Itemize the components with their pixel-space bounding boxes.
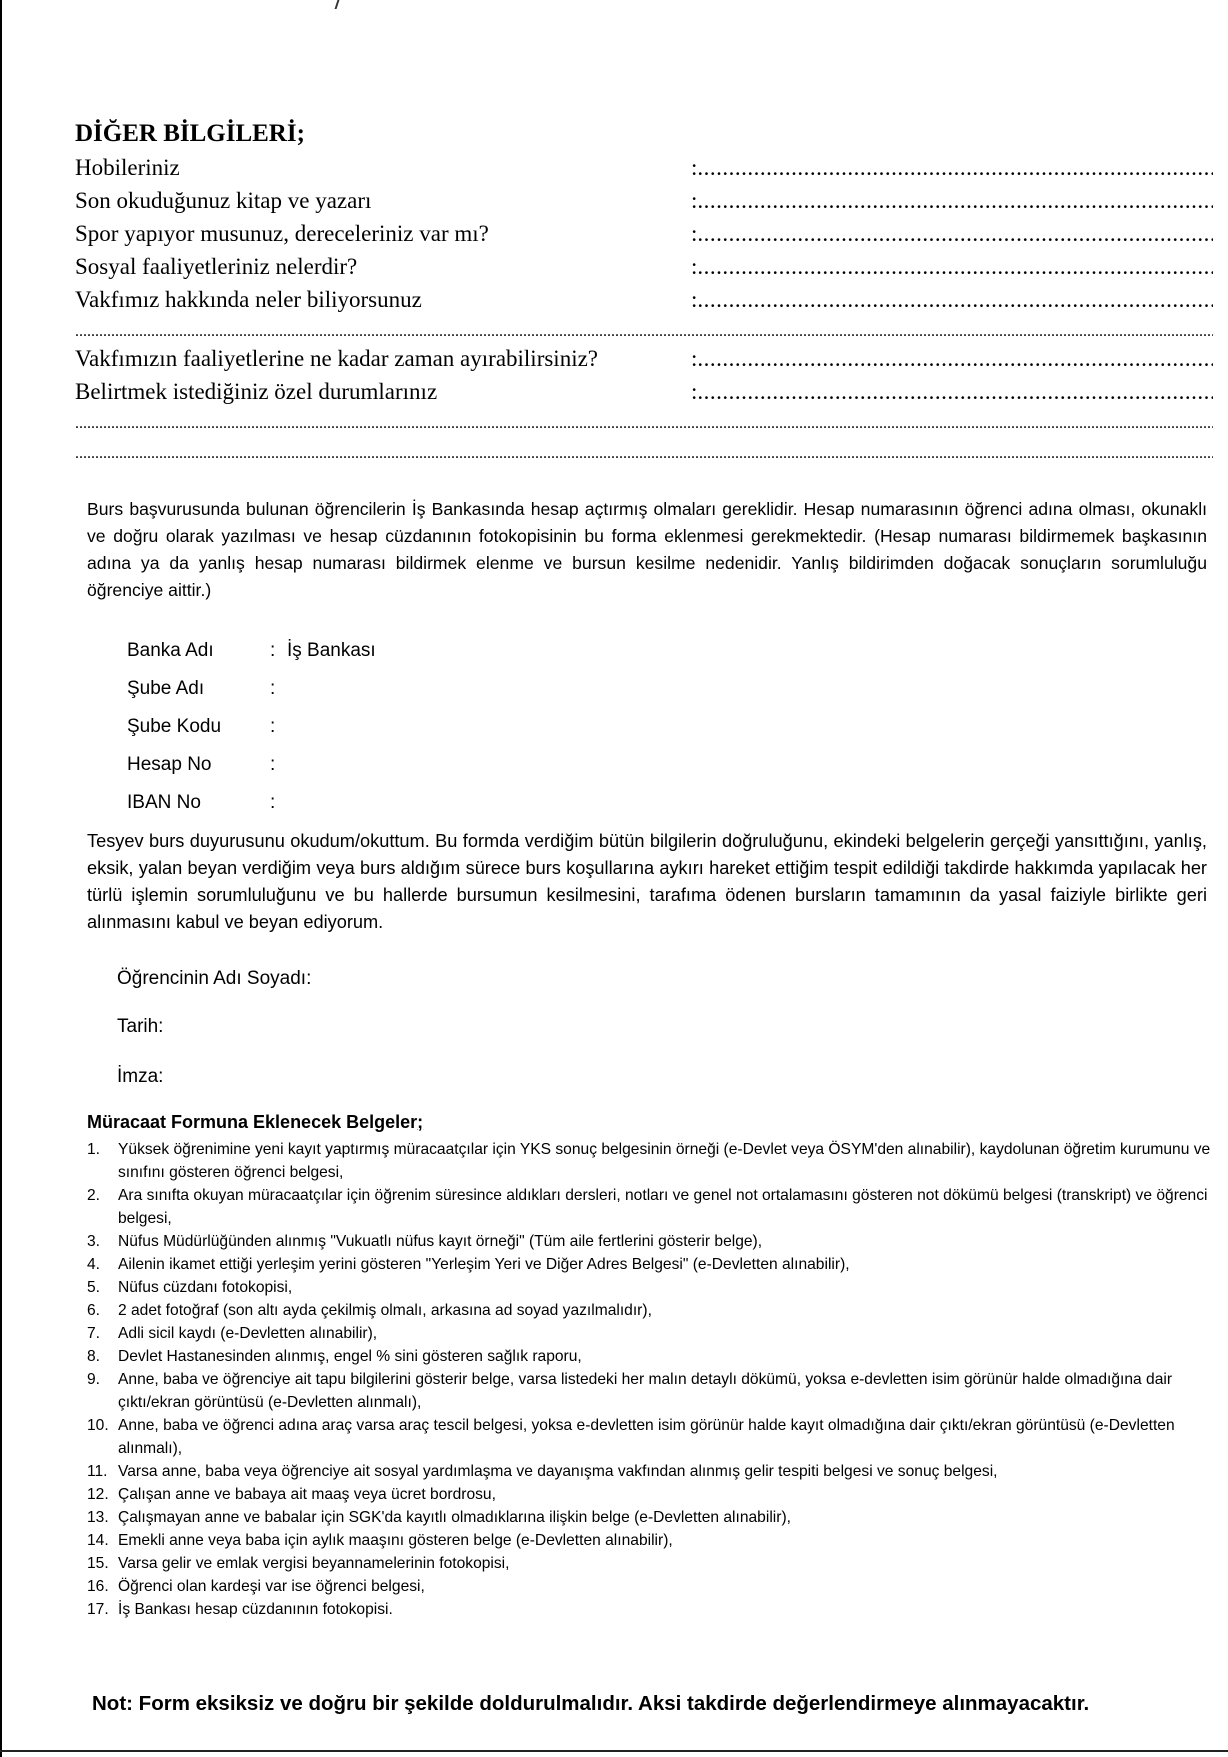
question-row-hobbies (75, 155, 1213, 185)
answer-line[interactable]: : ..... (691, 155, 1213, 181)
answer-line[interactable]: : ..... (691, 254, 1213, 280)
bottom-border (0, 1750, 1228, 1752)
list-item: 8. Devlet Hastanesinden alınmış, engel % sini gösteren sağlık raporu, (87, 1348, 582, 1365)
list-item: 7. Adli sicil kaydı (e-Devletten alınabilir), (87, 1325, 378, 1342)
question-row-foundation (75, 287, 1213, 317)
documents-title (87, 1112, 423, 1133)
declaration-text: Tesyev burs duyurusunu okudum/okuttum. Bu formda verdiğim bütün bilgilerin doğruluğunu, ekindeki belgelerin gerçeği yansıttığını, yanlış, eksik, yalan beyan verdiğim veya burs aldığım sürece burs koşullarına aykırı hareket ettiğim tespit edildiği takdirde hakkımda yapılacak her türlü işlemin sorumluluğunu ve bu hallerde bursumun kesilmesini, tarafıma ödenen bursların tamamının da yasal faiziyle birlikte geri alınmasını kabul ve beyan ediyorum. (87, 831, 1207, 932)
list-item: 16. Öğrenci olan kardeşi var ise öğrenci belgesi, (87, 1578, 425, 1595)
question-label: Hobileriniz (75, 155, 180, 180)
list-item: 6. 2 adet fotoğraf (son altı ayda çekilmiş olmalı, arkasına ad soyad yazılmalıdır), (87, 1302, 652, 1319)
answer-line[interactable]: : ..... (691, 188, 1213, 214)
list-item: 10. Anne, baba ve öğrenci adına araç varsa araç tescil belgesi, yoksa e-devletten isim görünür halde kayıt olmadığına dair çıktı/ekran görüntüsü (e-Devletten alınmalı), (87, 1417, 1175, 1457)
list-item: 2. Ara sınıfta okuyan müracaatçılar için öğrenim süresince aldıkları dersleri, notları ve genel not ortalamasını gösteren not dökümü belgesi (transkript) ve öğrenci belgesi, (87, 1187, 1208, 1227)
bank-field-label: IBAN No (127, 792, 201, 813)
question-label: Son okuduğunuz kitap ve yazarı (75, 188, 372, 213)
question-label: Sosyal faaliyetleriniz nelerdir? (75, 254, 358, 279)
bank-field-label: Şube Adı (127, 678, 205, 699)
student-name-label[interactable]: Öğrencinin Adı Soyadı: (117, 968, 312, 989)
date-label[interactable]: Tarih: (117, 1016, 164, 1037)
list-item: 15. Varsa gelir ve emlak vergisi beyannamelerinin fotokopisi, (87, 1555, 510, 1572)
documents-title-suffix: ; (417, 1112, 424, 1132)
bank-field-value[interactable]: İş Bankası (287, 640, 376, 661)
bank-field-label: Şube Kodu (127, 716, 222, 737)
question-row-sport (75, 221, 1213, 251)
section-heading: DİĞER BİLGİLERİ; (75, 120, 305, 147)
documents-list (87, 1138, 1212, 1621)
list-item: 17. İş Bankası hesap cüzdanının fotokopisi. (87, 1601, 393, 1618)
list-item: 11. Varsa anne, baba veya öğrenciye ait sosyal yardımlaşma ve dayanışma vakfından alınmış gelir tespiti belgesi ve sonuç belgesi, (87, 1463, 998, 1480)
list-item: 1. Yüksek öğrenimine yeni kayıt yaptırmış müracaatçılar için YKS sonuç belgesinin örneği (e-Devlet veya ÖSYM'den alınabilir), kaydolunan öğretim kurumunu ve sınıfını gösteren öğrenci belgesi, (87, 1141, 1211, 1181)
scan-mark (335, 0, 340, 9)
form-page: DİĞER BİLGİLERİ; Hobileriniz : ..... Son okuduğunuz kitap ve yazarı : ..... Spor yapıyor musunuz, dereceleriniz var mı? : ..... Sosyal faaliyetleriniz nelerdir? : ..... Vakfımız hakkında neler biliyorsunuz : ..... ..... Vakfımızın faaliyetlerine ne kadar zaman ayırabilirsiniz? : ..... Belirtmek istediğiniz özel durumlarınız : ..... ..... ..... Burs başvurusunda bulunan öğrencilerin İş Bankasında hesap açtırmış olmaları gereklidir. Hesap numarasının öğrenci adına olması, okunaklı ve doğru olarak yazılması ve hesap cüzdanının fotokopisinin bu forma eklenmesi gerekmektedir. (Hesap numarası bildirmemek başkasının adına ya da yanlış hesap numarası bildirmek elenme ve bursun kesilme nedenidir. Yanlış bildirimden doğacak sonuçların sorumluluğu öğrenciye aittir.) Banka Adı : İş Bankası Şube Adı : Şube Kodu : Hesap No : IBAN No : Tesyev burs duyurusunu okudum/okuttum. Bu formda verdiğim bütün bilgilerin doğruluğunu, ekindeki belgelerin gerçeği yansıttığını, yanlış, eksik, yalan beyan verdiğim veya burs aldığım sürece burs koşullarına aykırı hareket ettiğim tespit edildiği takdirde hakkımda yapılacak her türlü işlemin sorumluluğunu ve bu hallerde bursumun kesilmesini, tarafıma ödenen bursların tamamının da yasal faiziyle birlikte geri alınmasını kabul ve beyan ediyorum. Öğrencinin Adı Soyadı: Tarih: İmza: Müracaat Formuna Eklenecek Belgeler; 1. Yüksek öğrenimine yeni kayıt yaptırmış müracaatçılar için YKS sonuç belgesinin örneği (e-Devlet veya ÖSYM'den alınabilir), kaydolunan öğretim kurumunu ve sınıfını gösteren öğrenci belgesi, 2. Ara sınıfta okuyan müracaatçılar için öğrenim süresince aldıkları dersleri, notları ve genel not ortalamasını gösteren not dökümü belgesi (transkript) ve öğrenci belgesi, 3. Nüfus Müdürlüğünden alınmış "Vukuatlı nüfus kayıt örneği" (Tüm aile fertlerini gösterir belge), 4. Ailenin ikamet ettiği yerleşim yerini gösteren "Yerleşim Yeri ve Diğer Adres Belgesi" (e-Devletten alınabilir), 5. Nüfus cüzdanı fotokopisi, 6. 2 adet fotoğraf (son altı ayda çekilmiş olmalı, arkasına ad soyad yazılmalıdır), 7. Adli sicil kaydı (e-Devletten alınabilir), 8. Devlet Hastanesinden alınmış, engel % sini gösteren sağlık raporu, 9. Anne, baba ve öğrenciye ait tapu bilgilerini gösterir belge, varsa listedeki her malın detaylı dökümü, yoksa e-devletten isim görünür halde olmadığına dair çıktı/ekran görüntüsü (e-Devletten alınmalı), 10. Anne, baba ve öğrenci adına araç varsa araç tescil belgesi, yoksa e-devletten isim görünür halde kayıt olmadığına dair çıktı/ekran görüntüsü (e-Devletten alınmalı), 11. Varsa anne, baba veya öğrenciye ait sosyal yardımlaşma ve dayanışma vakfından alınmış gelir tespiti belgesi ve sonuç belgesi, 12. Çalışan anne ve babaya ait maaş veya ücret bordrosu, 13. Çalışmayan anne ve babalar için SGK'da kayıtlı olmadıklarına ilişkin belge (e-Devletten alınabilir), 14. Emekli anne veya baba için aylık maaşını gösteren belge (e-Devletten alınabilir), 15. Varsa gelir ve emlak vergisi beyannamelerinin fotokopisi, 16. Öğrenci olan kardeşi var ise öğrenci belgesi, 17. İş Bankası hesap cüzdanının fotokopisi. Not: Form eksiksiz ve doğru bir şekilde doldurulmalıdır. Aksi takdirde değerlendirmeye alınmayacaktır. (0, 0, 1228, 1757)
question-label: Vakfımız hakkında neler biliyorsunuz (75, 287, 422, 312)
bank-field-label: Banka Adı (127, 640, 214, 661)
list-item: 5. Nüfus cüzdanı fotokopisi, (87, 1279, 293, 1296)
footer-note: Not: Form eksiksiz ve doğru bir şekilde doldurulmalıdır. Aksi takdirde değerlendirmeye alınmayacaktır. (92, 1692, 1090, 1715)
answer-line[interactable]: : ..... (691, 379, 1213, 405)
list-item: 14. Emekli anne veya baba için aylık maaşını gösteren belge (e-Devletten alınabilir), (87, 1532, 673, 1549)
answer-continuation-line[interactable] (75, 418, 1213, 430)
list-item: 13. Çalışmayan anne ve babalar için SGK'da kayıtlı olmadıklarına ilişkin belge (e-Devletten alınabilir), (87, 1509, 791, 1526)
signature-label[interactable]: İmza: (117, 1066, 164, 1087)
list-item: 4. Ailenin ikamet ettiği yerleşim yerini gösteren "Yerleşim Yeri ve Diğer Adres Belgesi" (e-Devletten alınabilir), (87, 1256, 850, 1273)
answer-continuation-line[interactable] (75, 326, 1213, 338)
question-label: Belirtmek istediğiniz özel durumlarınız (75, 379, 438, 404)
list-item: 3. Nüfus Müdürlüğünden alınmış "Vukuatlı nüfus kayıt örneği" (Tüm aile fertlerini gösterir belge), (87, 1233, 763, 1250)
list-item: 12. Çalışan anne ve babaya ait maaş veya ücret bordrosu, (87, 1486, 496, 1503)
bank-field-label: Hesap No (127, 754, 212, 775)
question-row-social (75, 254, 1213, 284)
answer-continuation-line[interactable] (75, 448, 1213, 460)
question-label: Spor yapıyor musunuz, dereceleriniz var mı? (75, 221, 489, 246)
bank-notice: Burs başvurusunda bulunan öğrencilerin İş Bankasında hesap açtırmış olmaları gereklidir. Hesap numarasının öğrenci adına olması, okunaklı ve doğru olarak yazılması ve hesap cüzdanının fotokopisinin bu forma eklenmesi gerekmektedir. (Hesap numarası bildirmemek başkasının adına ya da yanlış hesap numarası bildirmek elenme ve bursun kesilme nedenidir. Yanlış bildirimden doğacak sonuçların sorumluluğu öğrenciye aittir.) (87, 499, 1207, 600)
question-row-time (75, 346, 1213, 376)
question-label: Vakfımızın faaliyetlerine ne kadar zaman ayırabilirsiniz? (75, 346, 599, 371)
question-row-book (75, 188, 1213, 218)
answer-line[interactable]: : ..... (691, 346, 1213, 372)
answer-line[interactable]: : ..... (691, 221, 1213, 247)
documents-title-text: Müracaat Formuna Eklenecek Belgeler (87, 1112, 418, 1132)
list-item: 9. Anne, baba ve öğrenciye ait tapu bilgilerini gösterir belge, varsa listedeki her malın detaylı dökümü, yoksa e-devletten isim görünür halde olmadığına dair çıktı/ekran görüntüsü (e-Devletten alınmalı), (87, 1371, 1173, 1411)
left-border (0, 0, 2, 1757)
answer-line[interactable]: : ..... (691, 287, 1213, 313)
question-row-special (75, 379, 1213, 409)
